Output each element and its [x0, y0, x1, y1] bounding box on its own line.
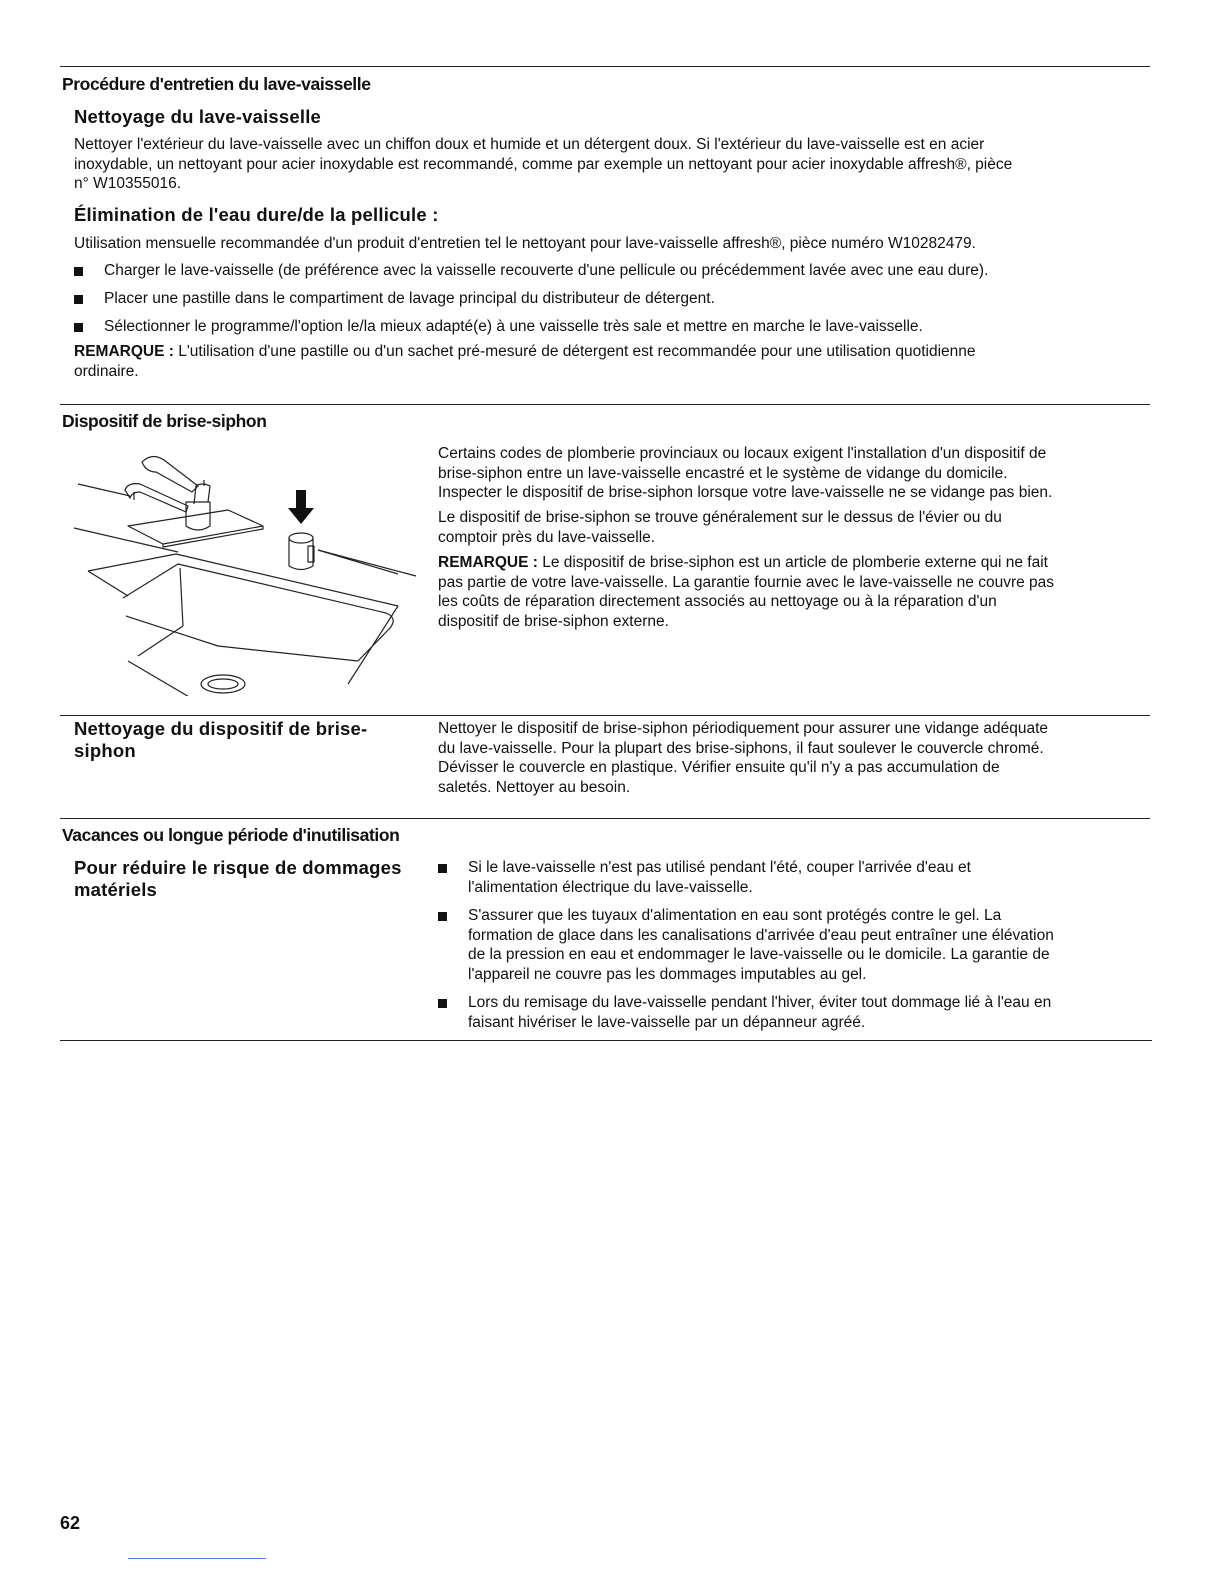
- footer-divider: [128, 1558, 266, 1559]
- list-item: Charger le lave-vaisselle (de préférence avec la vaisselle recouverte d'une pellicule ou précédemment lavée avec une eau dure).: [74, 261, 1150, 281]
- section-title-vacation: Vacances ou longue période d'inutilisation: [62, 825, 400, 845]
- list-item: Lors du remisage du lave-vaisselle pendant l'hiver, éviter tout dommage lié à l'eau en faisant hivériser le lave-vaisselle par un dépanneur agréé.: [438, 993, 1150, 1033]
- bullet-icon: [438, 999, 447, 1008]
- subsection-rule: [60, 715, 1150, 716]
- bullet-icon: [74, 323, 83, 332]
- section-rule: [60, 818, 1150, 819]
- list-item: S'assurer que les tuyaux d'alimentation en eau sont protégés contre le gel. La formation de glace dans les canalisations d'arrivée d'eau peut entraîner une élévation de la pression en eau et endommager le lave-vaisselle ou le domicile. La garantie de l'appareil ne couvre pas les dommages imputables au gel.: [438, 906, 1150, 986]
- list-item: Si le lave-vaisselle n'est pas utilisé pendant l'été, couper l'arrivée d'eau et l'alimentation électrique du lave-vaisselle.: [438, 858, 1150, 898]
- sink-air-gap-illustration: [68, 446, 423, 696]
- section-rule: [60, 1040, 1152, 1041]
- subheading-air-gap-cleaning: Nettoyage du dispositif de brise- siphon: [74, 718, 368, 761]
- section-title-maintenance: Procédure d'entretien du lave-vaisselle: [62, 74, 371, 94]
- air-gap-note: REMARQUE : Le dispositif de brise-siphon est un article de plomberie externe qui ne fait pas partie de votre lave-vaisselle. La garantie fournie avec le lave-vaisselle ne couvre pas les coûts de réparation directement associés au nettoyage ou à la réparation d'un dispositif de brise-siphon externe.: [438, 554, 1055, 630]
- section-title-air-gap: Dispositif de brise-siphon: [62, 411, 267, 431]
- section-rule: [60, 66, 1150, 67]
- note-label: REMARQUE :: [438, 554, 538, 571]
- bullet-icon: [438, 864, 447, 873]
- air-gap-paragraph-2: Le dispositif de brise-siphon se trouve généralement sur le dessus de l'évier ou du comptoir près du lave-vaisselle.: [438, 509, 1002, 546]
- bullet-icon: [74, 267, 83, 276]
- air-gap-paragraph-1: Certains codes de plomberie provinciaux ou locaux exigent l'installation d'un dispositif de brise-siphon entre un lave-vaisselle encastré et le système de vidange du domicile. Inspecter le dispositif de brise-siphon lorsque votre lave-vaisselle ne se vidange pas bien.: [438, 445, 1053, 501]
- subheading-hard-water: Élimination de l'eau dure/de la pellicule :: [74, 204, 439, 225]
- list-item: Placer une pastille dans le compartiment de lavage principal du distributeur de détergent.: [74, 289, 1150, 309]
- bullet-icon: [74, 295, 83, 304]
- air-gap-cleaning-paragraph: Nettoyer le dispositif de brise-siphon périodiquement pour assurer une vidange adéquate du lave-vaisselle. Pour la plupart des brise-siphons, il faut soulever le couvercle chromé. Dévisser le couvercle en plastique. Vérifier ensuite qu'il n'y a pas accumulation de saletés. Nettoyer au besoin.: [438, 720, 1049, 796]
- note-paragraph: REMARQUE : L'utilisation d'une pastille ou d'un sachet pré-mesuré de détergent est recommandée pour une utilisation quotidienne ordinaire.: [74, 343, 976, 380]
- page-number: 62: [60, 1513, 81, 1533]
- list-item: Sélectionner le programme/l'option le/la mieux adapté(e) à une vaisselle très sale et mettre en marche le lave-vaisselle.: [74, 317, 1150, 337]
- section-rule: [60, 404, 1150, 405]
- subheading-dishwasher-cleaning: Nettoyage du lave-vaisselle: [74, 106, 322, 127]
- note-label: REMARQUE :: [74, 343, 174, 360]
- cleaning-paragraph: Nettoyer l'extérieur du lave-vaisselle avec un chiffon doux et humide et un détergent doux. Si l'extérieur du lave-vaisselle est en acier inoxydable, un nettoyant pour acier inoxydable est recommandé, comme par exemple un nettoyant pour acier inoxydable affresh®, pièce n° W10355016.: [74, 136, 1013, 192]
- bullet-icon: [438, 912, 447, 921]
- hard-water-intro: Utilisation mensuelle recommandée d'un produit d'entretien tel le nettoyant pour lave-vaisselle affresh®, pièce numéro W10282479.: [74, 235, 976, 252]
- subheading-reduce-damage-risk: Pour réduire le risque de dommages matériels: [74, 857, 402, 900]
